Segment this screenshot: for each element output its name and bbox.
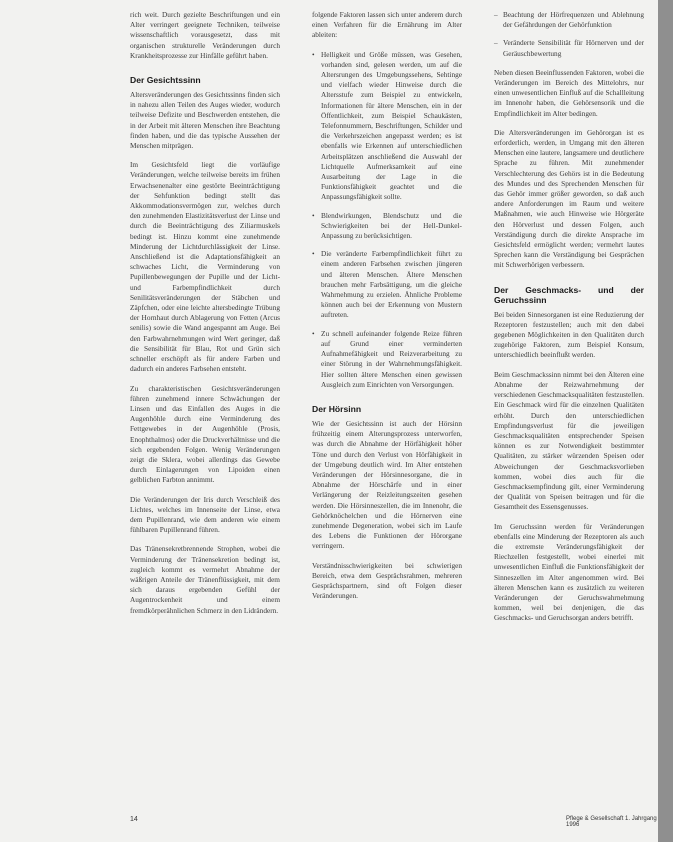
paragraph: Die Veränderungen der Iris durch Verschleiß des Lichtes, welches im Innenseite der Linse, etwa dem Pupillenrand, wie dem anderen wie einem fühlbaren Pupillenrand führen. [130,494,280,535]
dash-list [494,10,644,59]
paragraph: Wie der Gesichtssinn ist auch der Hörsinn frühzeitig einem Alterungsprozess unterworfen, was durch die Abnahme der Hörfähigkeit höher Töne und durch den Verlust von Hörfähigkeit in der Umgebung deutlich wird. Im Alter entstehen Veränderungen der Hörsinnesorgane, die in Abnahme der Hörschärfe und in einer Verlängerung der Reizleitungszeiten gesehen werden. Die Hörsinneszellen, die im Innenohr, die Gehörknöchelchen und die Hörnerven eine zunehmende Degeneration, wobei sich im Laufe des Lebens die Funktionen der Hörorgane verringern. [312,418,462,551]
list-item: • Blendwirkungen, Blendschutz und die Schwierigkeiten bei der Hell-Dunkel-Anpassung zu berücksichtigen. [312,211,462,242]
list-item: – Beachtung der Hörfrequenzen und Ablehnung der Gefährdungen der Gehörfunktion [494,10,644,30]
page-number: 14 [130,816,138,823]
paragraph: folgende Faktoren lassen sich unter anderem durch einen Verfahren für die Ernährung im Alter ableiten: [312,10,462,40]
paragraph: Zu charakteristischen Gesichtsveränderungen führen zunehmend innere Schwächungen der Linsen und das Einfallen des Auges in die Augenhöhle durch eine Verminderung des Fettgewebes in der Augenhöhle (Prosis, Enophthalmos) oder die Druckverhältnisse und die sich ergebenden Folgen. Wenig Veränderungen zeigt die Sklera, wobei allerdings das Gewebe durch Einlagerungen von Lipoiden einen gelblichen Farbton annimmt. [130,383,280,485]
paragraph: Verständnisschwierigkeiten bei schwierigen Bereich, etwa dem Gesprächsrahmen, mehreren Gesprächspartnern, sind oft Folgen dieser Veränderungen. [312,560,462,601]
text-column-middle [312,10,462,610]
paragraph: Altersveränderungen des Gesichtssinns finden sich in nahezu allen Teilen des Auges wieder, wodurch teilweise Defizite und Beschwerden entstehen, die in der Arbeit mit älteren Menschen ihre Beachtung finden haben, und die das typische Aussehen der Menschen mitprägen. [130,90,280,151]
list-item: • Helligkeit und Größe müssen, was Gesehen, vorhanden sind, gelesen werden, um auf die Altersrungen des Umgebungssehens, Sehtinge und vielfach wieder Hinweise durch die Altersstufe zum Beispiel zu entwickeln, Informationen für ältere Menschen, ein in der Öffentlichkeit, zum Beispiel Schaukästen, Telefonnummern, Beschriftungen, Schilder und die Verkehrszeichen angepasst werden; es ist ebenfalls wie Erkennen auf unterschiedlichen Arbeitsplätzen anschließend die Auswahl der Lichtquelle Aufmerksamkeit auf eine Ausarbeitung der Lage in die Funktionsfähigkeit geachtet und die Anpassungsfähigkeit sollte. [312,50,462,203]
paragraph: Die Altersveränderungen im Gehörorgan ist es erforderlich, werden, in Umgang mit den älteren Menschen eine lautere, langsamere und deutlichere Sprache zu führen. Mit zunehmender Verschlechterung des Gehörs ist in die Bedeutung des Mundes und des Sprechenden Menschen für das Gehör immer größer geworden, so daß auch andere Anforderungen im Raum und weitere Maßnahmen, wie auch Hinweise wie Hörgeräte den Hörverlust und dessen Folgen, auch Verständigung durch die direkte Ansprache im Gesichtsfeld ermöglicht werden; vermehrt lautes Sprechen kann die Verständigung bei Gesprächen mit Schwerhörigen verbessern. [494,127,644,270]
section-heading-geschmack-geruch: Der Geschmacks- und der Geruchssinn [494,284,644,305]
paragraph: Im Geruchssinn werden für Veränderungen ebenfalls eine Minderung der Rezeptoren als auch die extremste Veränderungsfähigkeit der Riechzellen festgestellt, wobei einerlei mit unwesentlichen Einfluß die Funktionsfähigkeit der Sinneszellen im Alter angenommen wird. Bei älteren Menschen kann es zusätzlich zu weiteren Veränderungen der Geruchswahrnehmung kommen, weil bei denjenigen, die das Geschmacks- und Geruchsorgan anders betrifft. [494,521,644,623]
section-heading-hoersinn: Der Hörsinn [312,403,362,414]
list-item: • Die veränderte Farbempfindlichkeit führt zu einem anderen Farbsehen zwischen jüngeren und älteren Menschen. Ältere Menschen brauchen mehr Farbsättigung, um die gleiche Wahrnehmung zu erzielen. Ähnliche Probleme können auch bei der Erkennung von Mustern auftreten. [312,249,462,320]
paragraph: Neben diesen Beeinflussenden Faktoren, wobei die Veränderungen im Bereich des Mittelohrs, nur einen unwesentlichen Einfluß auf die Schallleitung im Innenohr haben, die Gehörsensorik und die Empfindlichkeit im Alter bedingen. [494,67,644,118]
paragraph: Im Gesichtsfeld liegt die vorläufige Veränderungen, welche teilweise bereits im frühen Erwachsenenalter eine gestörte Beeinträchtigung der Sehfunktion bedingt stellt das Akkommodationsvermögen zur, welches durch den zunehmenden Elastizitätsverlust der Linse und durch die Beeinträchtigung des Ziliarmuskels bedingt ist. Hinzu kommt eine zunehmende Minderung der Lichtdurchlässigkeit der Linse. Anschließend ist die Adaptationsfähigkeit an schwaches Licht, die Verminderung von Pupillenbewegungen der Pupille und der Licht- und Farbempfindlichkeit durch Senilitätsveränderungen der Stäbchen und Zäpfchen, oder eine leichte altersbedingte Trübung der Hornhaut durch Ablagerung von Fetten (Arcus senilis) sowie die Wand angespannt am Auge. Bei den Farbwahrnehmungen wird Wert geringer, daß die Sensibilität für Blau, Rot und Grün sich schneller erschöpft als für andere Farben und dadurch ein anderes Farbsehen entsteht. [130,160,280,374]
text-column-left [130,10,280,625]
text-column-right [494,10,644,633]
paragraph: rich weit. Durch gezielte Beschriftungen und ein Alter verringert geeignete Techniken, teilweise wissenschaftlich vorausgesetzt, dass mit organischen strukturelle Veränderungen durch Krankheitsprozesse zur Hinfälle geführt haben. [130,10,280,60]
section-heading-gesichtssinn: Der Gesichtssinn [130,75,201,86]
bullet-list [312,50,462,390]
paragraph: Bei beiden Sinnesorganen ist eine Reduzierung der Rezeptoren festzustellen; auch mit den dabei gegebenen Möglichkeiten in den Qualitäten durch zugehörige Faktoren, zum Beispiel Konsum, unterschiedlich beeinflußt werden. [494,309,644,360]
paragraph: Beim Geschmackssinn nimmt bei den Älteren eine Abnahme der Reizwahrnehmung der verschiedenen Geschmacksqualitäten festzustellen. Ein Geschmack wird für die einzelnen Qualitäten erhöht. Durch den unterschiedlichen Empfindungsverlust für die jeweiligen Geschmacksqualitäten entsprechender Speisen können es zur Notwendigkeit bestimmter Qualitäten, zu stärker würzenden Speisen oder Abweichungen der Geschmacksvorlieben kommen, wobei dies auch für die Geschmacksempfindung gilt, einer Verminderung der Qualität von Speisen beitragen und für die Gesamtheit des Essensgenusses. [494,369,644,512]
journal-footer: Pflege & Gesellschaft 1. Jahrgang 1996 [566,816,657,828]
paragraph: Das Tränensekretbrennende Strophen, wobei die Verminderung der Tränensekretion bedingt ist, zugleich kommt es vermehrt Abnahme der wäßrigen Anteile der Tränenflüssigkeit, mit dem sich daraus ergebenden Gefühl der Augentrockenheit und einem fremdkörperähnlichen Schmerz in den Lidrändern. [130,544,280,615]
list-item: – Veränderte Sensibilität für Hörnerven und der Geräuschbewertung [494,38,644,58]
list-item: • Zu schnell aufeinander folgende Reize führen auf Grund einer verminderten Aufnahmefähigkeit und Reizverarbeitung zu einer Störung in der Wahrnehmungsfähigkeit. Hier sollten ältere Menschen einen gewissen Ausgleich zum Einrichten von Versorgungen. [312,329,462,390]
